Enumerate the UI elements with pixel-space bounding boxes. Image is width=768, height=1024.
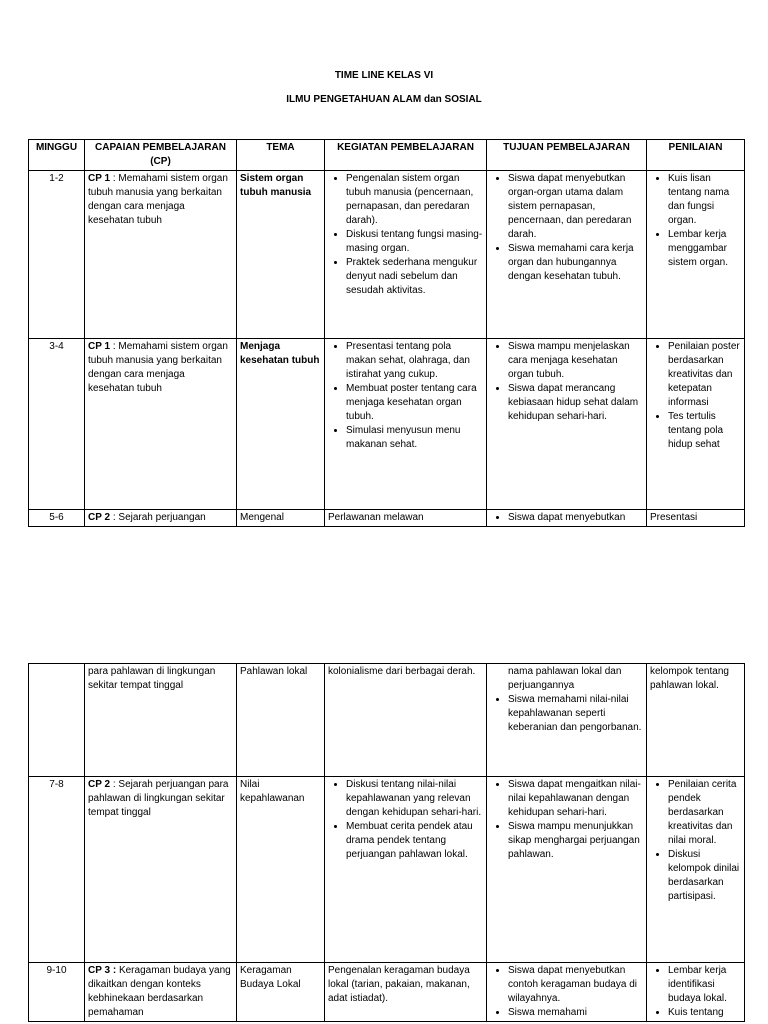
minggu-cell: 3-4: [29, 339, 85, 510]
kegiatan-cell: Perlawanan melawan: [325, 510, 487, 527]
header-tujuan: TUJUAN PEMBELAJARAN: [487, 140, 647, 171]
minggu-cell: 7-8: [29, 777, 85, 963]
header-tema: TEMA: [237, 140, 325, 171]
list-item: • Siswa mampu menjelaskan cara menjaga kesehatan organ tubuh.: [508, 340, 643, 382]
tema-cell: Mengenal: [237, 510, 325, 527]
page-gap: [0, 555, 768, 648]
cp-text: Keragaman budaya yang dikaitkan dengan konteks kebhinekaan berdasarkan pemahaman: [88, 965, 231, 1018]
cp-code: CP 2: [88, 779, 111, 790]
list-item: • Siswa mampu menunjukkan sikap menghargai perjuangan pahlawan.: [508, 820, 643, 862]
timeline-table: [28, 139, 745, 527]
list-item: • Lembar kerja identifikasi budaya lokal.: [668, 964, 741, 1006]
cp-text: : Sejarah perjuangan para pahlawan di lingkungan sekitar tempat tinggal: [88, 779, 229, 818]
capaian-cell: [85, 171, 237, 339]
list-item: • Lembar kerja menggambar sistem organ.: [668, 228, 741, 270]
list-item: • Penilaian poster berdasarkan kreativitas dan ketepatan informasi: [668, 340, 741, 410]
list-item: • Penilaian cerita pendek berdasarkan kreativitas dan nilai moral.: [668, 778, 741, 848]
header-capaian: CAPAIAN PEMBELAJARAN (CP): [85, 140, 237, 171]
header-kegiatan: KEGIATAN PEMBELAJARAN: [325, 140, 487, 171]
capaian-cell: para pahlawan di lingkungan sekitar tempat tinggal: [85, 664, 237, 777]
table-row: [29, 963, 745, 1022]
capaian-cell: [85, 339, 237, 510]
document-subtitle: ILMU PENGETAHUAN ALAM dan SOSIAL: [286, 94, 482, 105]
cp-text: : Memahami sistem organ tubuh manusia yang berkaitan dengan cara menjaga kesehatan tubuh: [88, 173, 228, 226]
capaian-cell: [85, 963, 237, 1022]
list-item: • Pengenalan sistem organ tubuh manusia (pencernaan, pernapasan, dan peredaran darah).: [346, 172, 483, 228]
list-item: • Membuat cerita pendek atau drama pendek tentang perjuangan pahlawan lokal.: [346, 820, 483, 862]
list-item: • Diskusi tentang nilai-nilai kepahlawanan yang relevan dengan kehidupan sehari-hari.: [346, 778, 483, 820]
list-item: • Siswa memahami: [508, 1006, 643, 1020]
cp-code: CP 3 :: [88, 965, 117, 976]
document-title: TIME LINE KELAS VI: [334, 70, 434, 81]
kegiatan-cell: [325, 777, 487, 963]
kegiatan-cell: [325, 171, 487, 339]
tujuan-cell: [487, 510, 647, 527]
list-item: • Praktek sederhana mengukur denyut nadi sebelum dan sesudah aktivitas.: [346, 256, 483, 298]
list-item: • Kuis tentang: [668, 1006, 741, 1020]
minggu-cell: 5-6: [29, 510, 85, 527]
kegiatan-cell: kolonialisme dari berbagai derah.: [325, 664, 487, 777]
table-row: [29, 777, 745, 963]
tema-cell: Sistem organ tubuh manusia: [237, 171, 325, 339]
capaian-cell: [85, 777, 237, 963]
tujuan-cell: [487, 777, 647, 963]
kegiatan-cell: Pengenalan keragaman budaya lokal (tarian, pakaian, makanan, adat istiadat).: [325, 963, 487, 1022]
list-item: • Siswa dapat menyebutkan: [508, 511, 643, 525]
list-item: • Diskusi tentang fungsi masing-masing organ.: [346, 228, 483, 256]
table-row: [29, 339, 745, 510]
table-row: [29, 510, 745, 527]
cp-code: CP 2: [88, 512, 111, 523]
tema-cell: Keragaman Budaya Lokal: [237, 963, 325, 1022]
table-row: [29, 171, 745, 339]
table-row: [29, 664, 745, 777]
penilaian-cell: kelompok tentang pahlawan lokal.: [647, 664, 745, 777]
list-item: • Presentasi tentang pola makan sehat, olahraga, dan istirahat yang cukup.: [346, 340, 483, 382]
header-minggu: MINGGU: [29, 140, 85, 171]
tema-cell: Pahlawan lokal: [237, 664, 325, 777]
penilaian-cell: [647, 777, 745, 963]
cp-text: : Memahami sistem organ tubuh manusia yang berkaitan dengan cara menjaga kesehatan tubuh: [88, 341, 228, 394]
timeline-table-continued: [28, 663, 745, 1022]
penilaian-cell: Presentasi: [647, 510, 745, 527]
list-item: • Siswa dapat mengaitkan nilai-nilai kepahlawanan dengan kehidupan sehari-hari.: [508, 778, 643, 820]
penilaian-cell: [647, 339, 745, 510]
list-item: • Siswa memahami nilai-nilai kepahlawanan seperti keberanian dan pengorbanan.: [508, 693, 643, 735]
minggu-cell: 9-10: [29, 963, 85, 1022]
list-item: • Diskusi kelompok dinilai berdasarkan partisipasi.: [668, 848, 741, 904]
penilaian-cell: [647, 171, 745, 339]
minggu-cell: 1-2: [29, 171, 85, 339]
document-page-2: [0, 648, 768, 1024]
cp-code: CP 1: [88, 341, 111, 352]
capaian-cell: [85, 510, 237, 527]
penilaian-cell: [647, 963, 745, 1022]
tujuan-cell: [487, 339, 647, 510]
list-item: • Siswa dapat menyebutkan contoh keragaman budaya di wilayahnya.: [508, 964, 643, 1006]
cp-text: : Sejarah perjuangan: [110, 512, 206, 523]
list-item: • Membuat poster tentang cara menjaga kesehatan organ tubuh.: [346, 382, 483, 424]
list-item: • Siswa dapat menyebutkan organ-organ utama dalam sistem pernapasan, pencernaan, dan peredaran darah.: [508, 172, 643, 242]
list-item: • Siswa memahami cara kerja organ dan hubungannya dengan kesehatan tubuh.: [508, 242, 643, 284]
tujuan-continued: nama pahlawan lokal dan perjuangannya: [508, 666, 622, 691]
header-penilaian: PENILAIAN: [647, 140, 745, 171]
cp-code: CP 1: [88, 173, 111, 184]
tujuan-cell: [487, 664, 647, 777]
tujuan-cell: [487, 963, 647, 1022]
list-item: • Simulasi menyusun menu makanan sehat.: [346, 424, 483, 452]
kegiatan-cell: [325, 339, 487, 510]
tema-cell: Nilai kepahlawanan: [237, 777, 325, 963]
list-item: • Kuis lisan tentang nama dan fungsi organ.: [668, 172, 741, 228]
minggu-cell: [29, 664, 85, 777]
table-header-row: [29, 140, 745, 171]
tema-cell: Menjaga kesehatan tubuh: [237, 339, 325, 510]
tujuan-cell: [487, 171, 647, 339]
list-item: • Siswa dapat merancang kebiasaan hidup sehat dalam kehidupan sehari-hari.: [508, 382, 643, 424]
list-item: • Tes tertulis tentang pola hidup sehat: [668, 410, 741, 452]
